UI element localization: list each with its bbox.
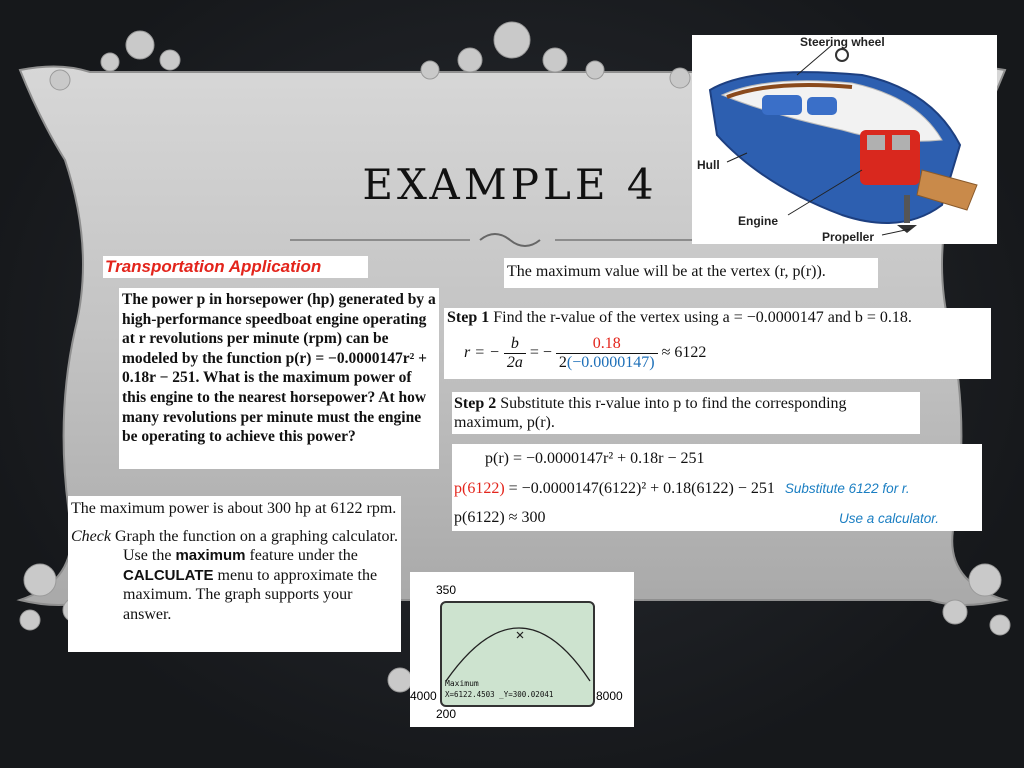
two-a-den: 2a	[506, 354, 523, 371]
den-value	[556, 354, 658, 372]
step1-formula	[464, 335, 706, 372]
check-text-2: feature under the	[249, 547, 358, 565]
calc-line2	[454, 480, 910, 498]
vertex-note: The maximum value will be at the vertex (r, p(r)).	[504, 258, 878, 288]
calc-line2-note: Substitute 6122 for r.	[784, 481, 910, 496]
screen-label: Maximum	[445, 679, 479, 688]
calculator-screen	[440, 601, 595, 707]
value-fraction	[556, 335, 658, 372]
num-value: 0.18	[556, 335, 658, 354]
b-num: b	[504, 335, 526, 354]
eq-minus: = −	[529, 344, 552, 362]
calc-line2-rhs: = −0.0000147(6122)² + 0.18(6122) − 251	[508, 480, 775, 497]
check-label: Check	[71, 527, 111, 545]
step1-label: Step 1	[447, 309, 490, 326]
answer-text: The maximum power is about 300 hp at 6122 rpm.	[71, 500, 397, 517]
check-text-3: menu to approximate the maximum. The graph supports your answer.	[123, 566, 378, 623]
calculator-graph-card	[410, 572, 634, 727]
r-lhs: r = −	[464, 344, 500, 362]
maximum-marker	[517, 632, 523, 638]
calc-line1: p(r) = −0.0000147r² + 0.18r − 251	[485, 450, 705, 467]
slide-title: EXAMPLE 4	[362, 160, 658, 209]
graph-x-max: 8000	[596, 689, 623, 703]
calculation-card	[452, 444, 982, 531]
speedboat-image	[692, 35, 997, 244]
label-propeller: Propeller	[822, 230, 875, 244]
calculate-word: CALCULATE	[123, 566, 214, 584]
graph-x-min: 4000	[410, 689, 437, 703]
check-paragraph	[71, 527, 398, 625]
step1-card	[444, 308, 991, 379]
calc-line3-note: Use a calculator.	[839, 511, 940, 526]
calc-line2-lhs: p(6122)	[454, 480, 505, 497]
approx-result: ≈ 6122	[661, 344, 707, 362]
den-blue-value: (−0.0000147)	[566, 354, 655, 371]
step2-text: Substitute this r-value into p to find the corresponding maximum, p(r).	[454, 395, 847, 431]
answer-card	[68, 496, 401, 652]
calc-line3-lhs: p(6122) ≈ 300	[454, 509, 546, 526]
maximum-word: maximum	[175, 547, 246, 565]
screen-readout: X=6122.4503 _Y=300.02041	[445, 690, 554, 699]
problem-statement: The power p in horsepower (hp) generated by a high-performance speedboat engine operating at r revolutions per minute (rpm) can be modeled by the function p(r) = −0.0000147r² + 0.18r − 251. What is the maximum power of this engine to the nearest horsepower? At how many revolutions per minute must the engine be operating to achieve this power?	[119, 288, 439, 469]
label-hull: Hull	[697, 158, 720, 172]
step2-card	[452, 392, 920, 434]
step1-text: Find the r-value of the vertex using a = −0.0000147 and b = 0.18.	[493, 309, 912, 326]
label-engine: Engine	[738, 214, 779, 228]
graph-y-max: 350	[436, 583, 457, 597]
transportation-application-label: Transportation Application	[103, 256, 368, 278]
graph-y-min: 200	[436, 707, 457, 721]
step2-label: Step 2	[454, 395, 497, 412]
den-prefix: 2	[558, 354, 567, 371]
b-over-2a	[504, 335, 526, 372]
check-text-1: Graph the function on a graphing calculator. Use the	[114, 527, 398, 565]
speedboat-illustration	[692, 35, 997, 244]
label-steering-wheel: Steering wheel	[800, 35, 885, 49]
